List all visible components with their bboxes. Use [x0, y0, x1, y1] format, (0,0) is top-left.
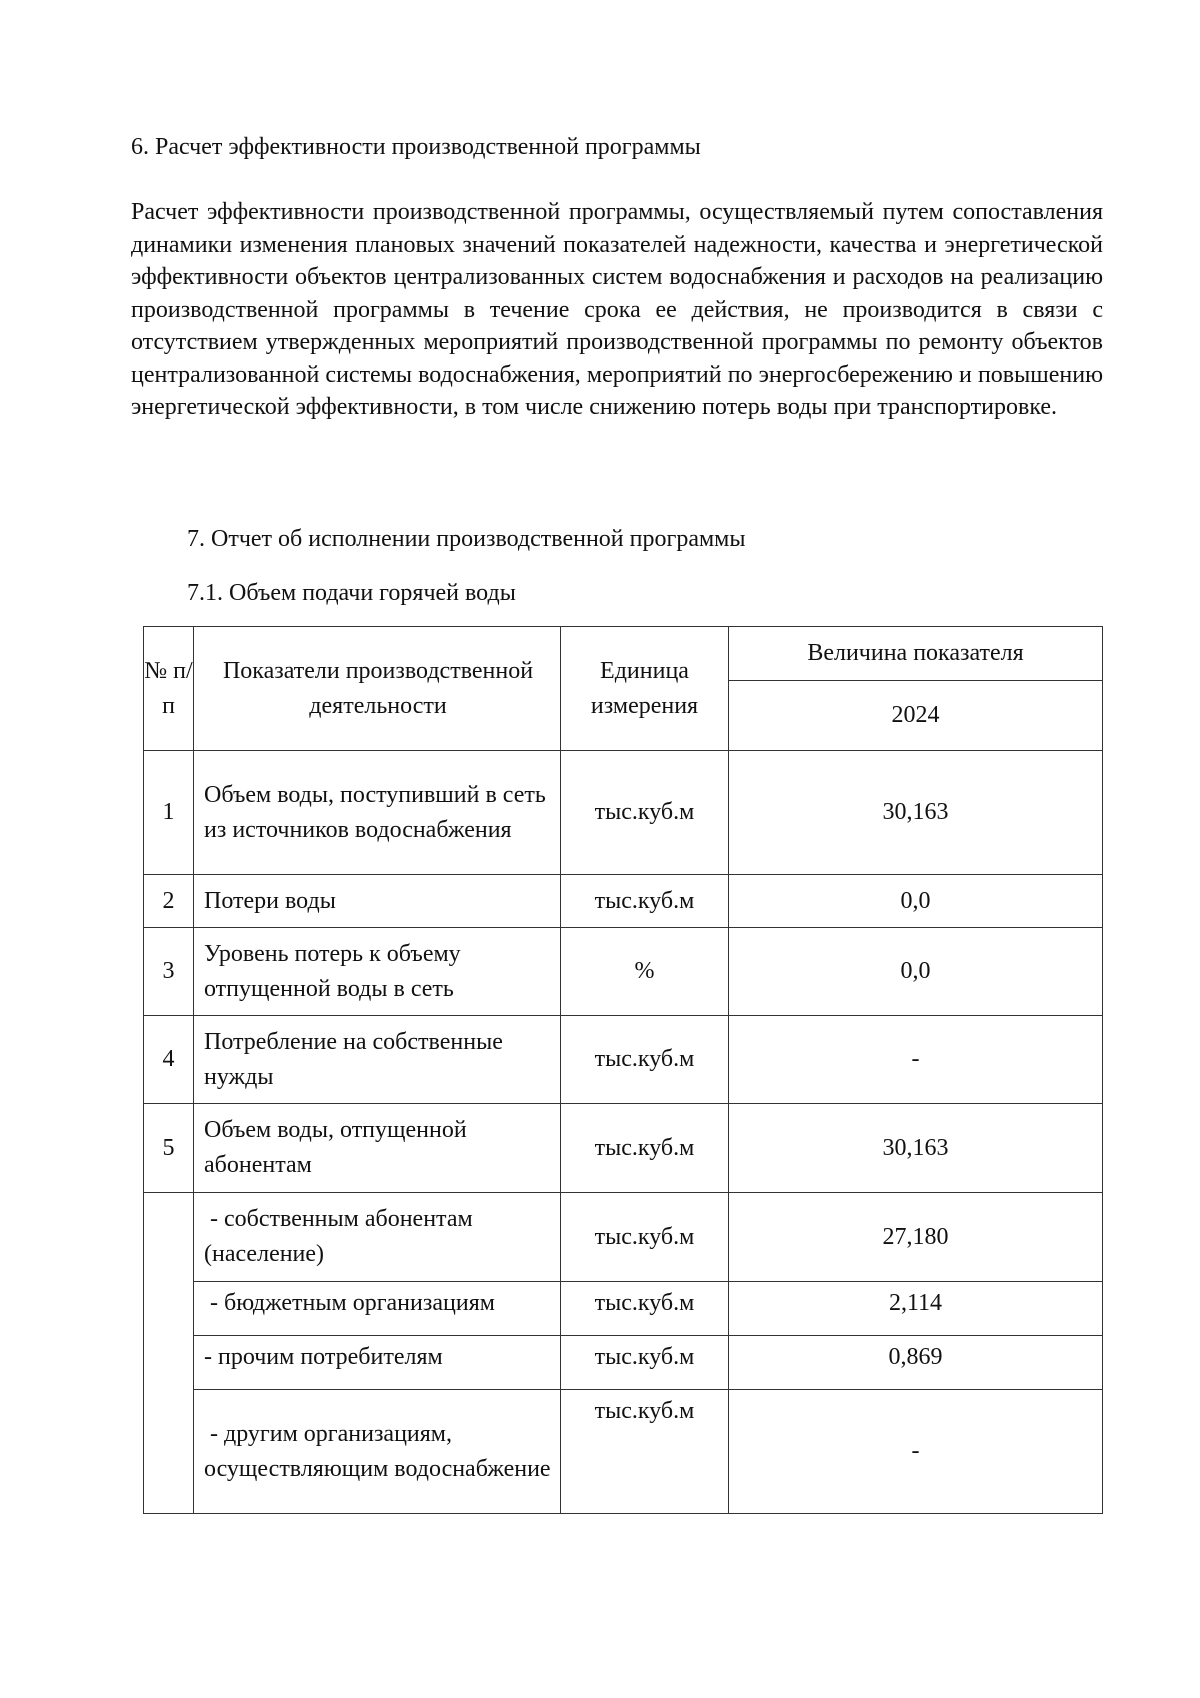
- row-unit: тыс.куб.м: [561, 1104, 729, 1193]
- row-indicator: - другим организациям, осуществляющим водоснабжение: [194, 1390, 561, 1514]
- row-value: [729, 1336, 1103, 1390]
- section-7-1-title: 7.1. Объем подачи горячей воды: [187, 580, 516, 606]
- table-row: [144, 1336, 1103, 1390]
- row-unit: [561, 1336, 729, 1390]
- table-row: [144, 751, 1103, 875]
- header-unit: Единица измерения: [561, 627, 729, 751]
- row-value: 0,0: [729, 928, 1103, 1016]
- row-unit: тыс.куб.м: [561, 1016, 729, 1104]
- row-indicator: Потребление на собственные нужды: [194, 1016, 561, 1104]
- row-indicator: Объем воды, поступивший в сеть из источников водоснабжения: [194, 751, 561, 875]
- header-num: № п/п: [144, 627, 194, 751]
- header-value: Величина показателя: [729, 627, 1103, 681]
- row-num-merged: [144, 1193, 194, 1514]
- row-num: 5: [144, 1104, 194, 1193]
- row-num: 2: [144, 875, 194, 928]
- table-row: [144, 875, 1103, 928]
- row-unit: тыс.куб.м: [561, 751, 729, 875]
- section-7-title: 7. Отчет об исполнении производственной программы: [187, 526, 746, 552]
- row-value: 30,163: [729, 751, 1103, 875]
- row-value: -: [729, 1016, 1103, 1104]
- row-indicator: - собственным абонентам (население): [194, 1193, 561, 1282]
- table-row: [144, 1016, 1103, 1104]
- row-value: -: [729, 1390, 1103, 1514]
- row-indicator: [194, 1282, 561, 1336]
- row-value-text: 0,869: [888, 1344, 943, 1370]
- row-value-text: 2,114: [888, 1290, 943, 1316]
- row-unit-text: тыс.куб.м: [594, 1344, 695, 1370]
- row-unit: тыс.куб.м: [561, 1193, 729, 1282]
- table-row: [144, 1104, 1103, 1193]
- hot-water-volume-table: [143, 626, 1103, 1514]
- row-unit-text: тыс.куб.м: [594, 1290, 695, 1316]
- table-row: [144, 1193, 1103, 1282]
- table-row: [144, 928, 1103, 1016]
- row-value: [729, 1282, 1103, 1336]
- section-6-paragraph: Расчет эффективности производственной программы, осуществляемый путем сопоставления динамики изменения плановых значений показателей надежности, качества и энергетической эффективности объектов централизованных систем водоснабжения и расходов на реализацию производственной программы в течение срока ее действия, не производится в связи с отсутствием утвержденных мероприятий производственной программы по ремонту объектов централизованной системы водоснабжения, мероприятий по энергосбережению и повышению энергетической эффективности, в том числе снижению потерь воды при транспортировке.: [131, 199, 1103, 420]
- row-num: 4: [144, 1016, 194, 1104]
- row-value: 27,180: [729, 1193, 1103, 1282]
- row-indicator: [194, 1336, 561, 1390]
- row-num: 1: [144, 751, 194, 875]
- row-num: 3: [144, 928, 194, 1016]
- row-value: 30,163: [729, 1104, 1103, 1193]
- row-value: 0,0: [729, 875, 1103, 928]
- row-indicator-text: - бюджетным организациям: [204, 1290, 495, 1316]
- row-unit-text: тыс.куб.м: [594, 1398, 695, 1424]
- row-unit: %: [561, 928, 729, 1016]
- row-unit: тыс.куб.м: [561, 875, 729, 928]
- row-unit: [561, 1282, 729, 1336]
- row-indicator: Потери воды: [194, 875, 561, 928]
- row-indicator: Объем воды, отпущенной абонентам: [194, 1104, 561, 1193]
- table-row: [144, 1282, 1103, 1336]
- header-year: 2024: [729, 681, 1103, 751]
- row-unit: [561, 1390, 729, 1514]
- header-indicator: Показатели производственной деятельности: [194, 627, 561, 751]
- section-6-title: 6. Расчет эффективности производственной программы: [131, 134, 701, 160]
- table-row: [144, 1390, 1103, 1514]
- row-indicator-text: - прочим потребителям: [204, 1344, 443, 1370]
- row-indicator: Уровень потерь к объему отпущенной воды в сеть: [194, 928, 561, 1016]
